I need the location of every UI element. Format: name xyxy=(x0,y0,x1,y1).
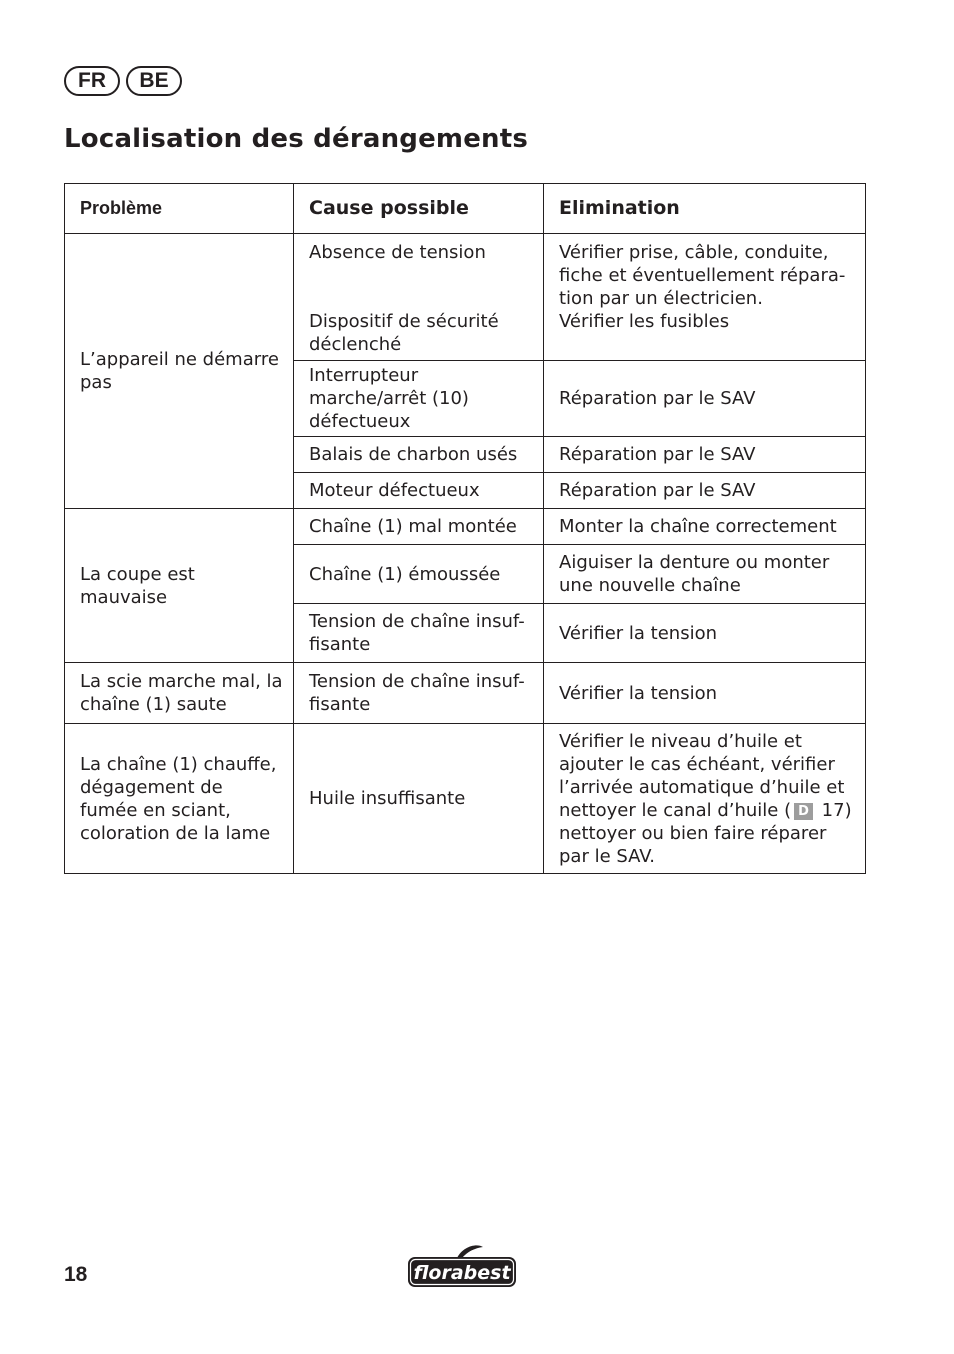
page-number: 18 xyxy=(64,1263,88,1286)
problem-cell: La scie marche mal, la chaîne (1) saute xyxy=(65,663,294,724)
language-badge-fr: FR xyxy=(64,66,120,96)
cause-cell: Tension de chaîne insuf-fisante xyxy=(294,663,544,724)
remedy-text: Vérifier les fusibles xyxy=(559,311,730,332)
table-row xyxy=(65,663,866,724)
remedy-cell: Vérifier la tension xyxy=(544,604,866,663)
language-badge-be: BE xyxy=(126,66,182,96)
remedy-cell: Monter la chaîne correctement xyxy=(544,509,866,545)
florabest-logo xyxy=(405,1244,519,1294)
table-header-row xyxy=(65,184,866,234)
table-row xyxy=(65,509,866,545)
page-reference-icon: D xyxy=(794,803,813,820)
cause-spacer xyxy=(309,287,533,310)
remedy-cell: Réparation par le SAV xyxy=(544,473,866,509)
remedy-text: 17) nettoyer ou bien faire réparer par le SAV. xyxy=(559,799,852,867)
problem-cell: La coupe est mauvaise xyxy=(65,509,294,663)
remedy-cell: Vérifier la tension xyxy=(544,663,866,724)
problem-cell: L’appareil ne démarre pas xyxy=(65,234,294,509)
table-row xyxy=(65,234,866,361)
cause-cell: Chaîne (1) émoussée xyxy=(294,545,544,604)
header-cause: Cause possible xyxy=(294,184,544,234)
header-remedy: Elimination xyxy=(544,184,866,234)
language-badges xyxy=(64,66,182,96)
remedy-cell: Réparation par le SAV xyxy=(544,361,866,437)
cause-text: Absence de tension xyxy=(309,242,486,263)
cause-spacer xyxy=(309,264,533,287)
cause-cell xyxy=(294,234,544,361)
cause-cell: Interrupteur marche/arrêt (10) défectueux xyxy=(294,361,544,437)
problem-cell: La chaîne (1) chauffe, dégagement de fumée en sciant, coloration de la lame xyxy=(65,724,294,874)
remedy-cell xyxy=(544,724,866,874)
remedy-text: Vérifier le niveau d’huile et ajouter le cas échéant, vérifier l’arrivée automatique d’huile et nettoyer le canal d’huile ( xyxy=(559,730,845,821)
brand-name: florabest xyxy=(413,1262,511,1284)
remedy-text: Vérifier prise, câble, conduite, fiche et éventuellement répara-tion par un électricien. xyxy=(559,242,846,309)
cause-cell: Huile insuffisante xyxy=(294,724,544,874)
troubleshooting-table xyxy=(64,183,866,874)
cause-cell: Tension de chaîne insuf-fisante xyxy=(294,604,544,663)
cause-cell: Balais de charbon usés xyxy=(294,437,544,473)
page-title: Localisation des dérangements xyxy=(64,124,529,154)
remedy-cell: Réparation par le SAV xyxy=(544,437,866,473)
cause-cell: Chaîne (1) mal montée xyxy=(294,509,544,545)
remedy-cell: Aiguiser la denture ou monter une nouvelle chaîne xyxy=(544,545,866,604)
cause-text: Dispositif de sécurité déclenché xyxy=(309,311,499,355)
table-row xyxy=(65,724,866,874)
cause-cell: Moteur défectueux xyxy=(294,473,544,509)
remedy-cell xyxy=(544,234,866,361)
header-problem: Problème xyxy=(65,184,294,234)
